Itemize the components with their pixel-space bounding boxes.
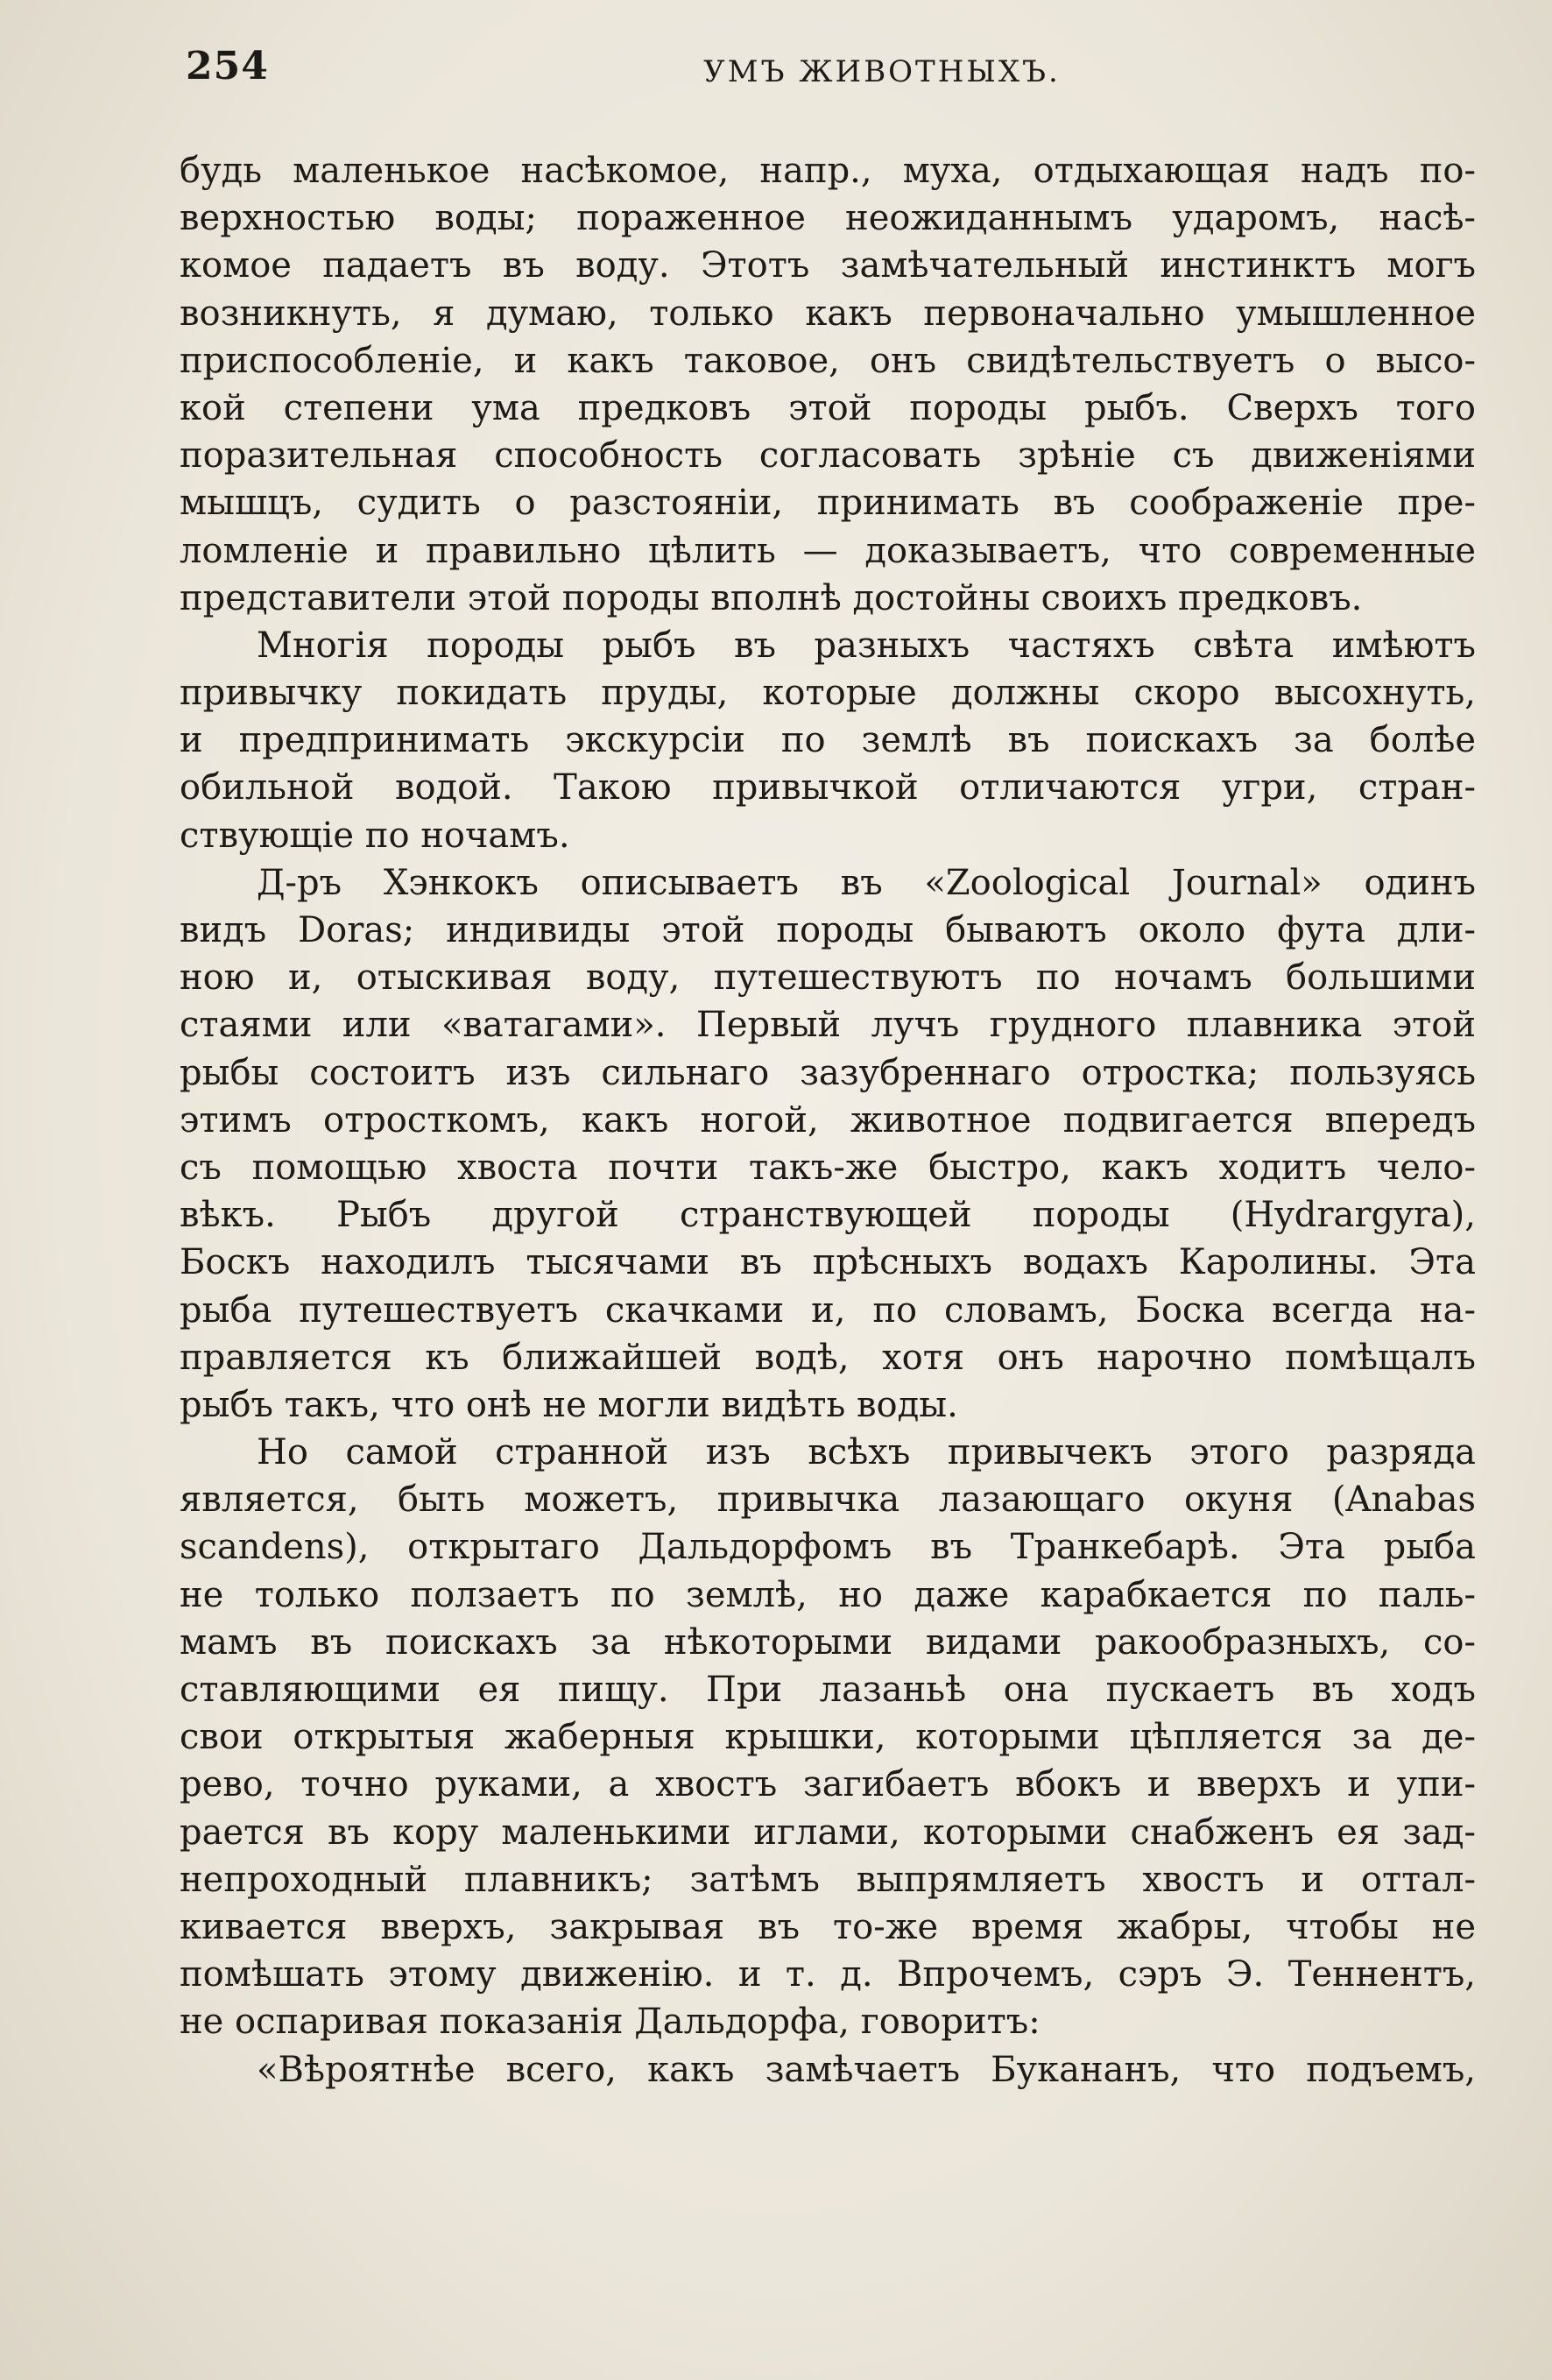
page-number: 254 xyxy=(186,44,269,88)
running-title: УМЪ ЖИВОТНЫХЪ. xyxy=(703,54,1061,89)
text-line: этимъ отросткомъ, какъ ногой, животное подвигается впередъ xyxy=(180,1099,1476,1141)
text-line: кой степени ума предковъ этой породы рыбъ. Сверхъ того xyxy=(180,387,1476,428)
text-line: ломленіе и правильно цѣлить — доказываетъ, что современные xyxy=(180,530,1476,571)
text-line: правляется къ ближайшей водѣ, хотя онъ нарочно помѣщалъ xyxy=(180,1337,1476,1378)
text-line: мамъ въ поискахъ за нѣкоторыми видами ракообразныхъ, со- xyxy=(180,1621,1476,1663)
text-line: scandens), открытаго Дальдорфомъ въ Транкебарѣ. Эта рыба xyxy=(180,1527,1476,1568)
text-line: съ помощью хвоста почти такъ-же быстро, какъ ходитъ чело- xyxy=(180,1147,1476,1188)
text-line: комое падаетъ въ воду. Этотъ замѣчательный инстинктъ могъ xyxy=(180,245,1476,286)
text-line: рево, точно руками, а хвостъ загибаетъ вбокъ и вверхъ и упи- xyxy=(180,1764,1476,1805)
text-line: ставляющими ея пищу. При лазаньѣ она пускаетъ въ ходъ xyxy=(180,1670,1476,1710)
text-line: видъ Doras; индивиды этой породы бываютъ около фута дли- xyxy=(180,910,1476,950)
text-line: будь маленькое насѣкомое, напр., муха, отдыхающая надъ по- xyxy=(180,151,1476,191)
text-line: обильной водой. Такою привычкой отличаются угри, стран- xyxy=(180,767,1476,809)
text-line: рыба путешествуетъ скачками и, по словамъ, Боска всегда на- xyxy=(180,1289,1476,1331)
text-line: Боскъ находилъ тысячами въ прѣсныхъ водахъ Каролины. Эта xyxy=(180,1242,1476,1283)
text-line: вѣкъ. Рыбъ другой странствующей породы (Hydrargyra), xyxy=(180,1195,1476,1236)
text-line: не оспаривая показанія Дальдорфа, говоритъ: xyxy=(180,2002,1041,2043)
text-line: свои открытыя жаберныя крышки, которыми цѣпляется за де- xyxy=(180,1717,1476,1758)
text-line: Но самой странной изъ всѣхъ привычекъ этого разряда xyxy=(257,1432,1476,1473)
text-line: непроходный плавникъ; затѣмъ выпрямляетъ хвостъ и оттал- xyxy=(180,1859,1476,1900)
text-line: Д-ръ Хэнкокъ описываетъ въ «Zoological Journal» одинъ xyxy=(257,862,1476,903)
text-line: Многія породы рыбъ въ разныхъ частяхъ свѣта имѣютъ xyxy=(257,625,1476,666)
text-line: стаями или «ватагами». Первый лучъ грудного плавника этой xyxy=(180,1005,1476,1046)
text-line: не только ползаетъ по землѣ, но даже карабкается по паль- xyxy=(180,1574,1476,1615)
page-header xyxy=(186,44,1482,96)
text-line: рыбы состоитъ изъ сильнаго зазубреннаго отростка; пользуясь xyxy=(180,1052,1476,1093)
text-line: помѣшать этому движенію. и т. д. Впрочемъ, сэръ Э. Теннентъ, xyxy=(180,1954,1476,1995)
text-line: кивается вверхъ, закрывая въ то-же время жабры, чтобы не xyxy=(180,1906,1476,1947)
text-line: является, быть можетъ, привычка лазающаго окуня (Anabas xyxy=(180,1480,1476,1521)
text-line: и предпринимать экскурсіи по землѣ въ поискахъ за болѣе xyxy=(180,720,1476,761)
text-line: приспособленіе, и какъ таковое, онъ свидѣтельствуетъ о высо- xyxy=(180,340,1476,381)
text-line: представители этой породы вполнѣ достойны своихъ предковъ. xyxy=(180,577,1363,618)
text-line: верхностью воды; пораженное неожиданнымъ ударомъ, насѣ- xyxy=(180,198,1476,239)
text-line: ствующіе по ночамъ. xyxy=(180,815,570,856)
text-line: «Вѣроятнѣе всего, какъ замѣчаетъ Букананъ, что подъемъ, xyxy=(257,2049,1476,2090)
text-line: рыбъ такъ, что онѣ не могли видѣть воды. xyxy=(180,1384,958,1425)
text-line: рается въ кору маленькими иглами, которыми снабженъ ея зад- xyxy=(180,1811,1476,1853)
text-line: возникнуть, я думаю, только какъ первоначально умышленное xyxy=(180,293,1476,334)
text-line: ною и, отыскивая воду, путешествуютъ по ночамъ большими xyxy=(180,957,1476,999)
text-line: мышцъ, судить о разстояніи, принимать въ соображеніе пре- xyxy=(180,483,1476,524)
text-line: привычку покидать пруды, которые должны скоро высохнуть, xyxy=(180,673,1476,714)
text-line: поразительная способность согласовать зрѣніе съ движеніями xyxy=(180,435,1476,477)
body-text xyxy=(180,147,1476,2094)
